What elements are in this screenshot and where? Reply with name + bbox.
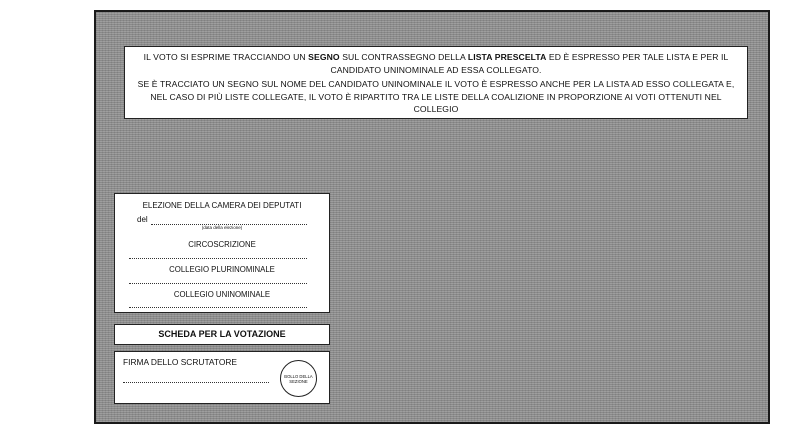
signature-field[interactable] [123, 382, 269, 383]
instructions-line-1 [133, 51, 739, 76]
instructions-bold-segno: SEGNO [308, 52, 340, 62]
instructions-text: IL VOTO SI ESPRIME TRACCIANDO UN [143, 52, 309, 62]
collegio-plurinominale-field[interactable] [129, 283, 307, 284]
circoscrizione-label: CIRCOSCRIZIONE [188, 240, 256, 249]
signature-label: FIRMA DELLO SCRUTATORE [123, 357, 238, 367]
election-title: ELEZIONE DELLA CAMERA DEI DEPUTATI [142, 201, 302, 210]
voting-instructions [124, 46, 748, 119]
collegio-uninominale-field[interactable] [129, 307, 307, 308]
election-date-hint: (data della elezione) [201, 225, 243, 230]
election-info-box [114, 193, 330, 313]
instructions-bold-lista: LISTA PRESCELTA [467, 52, 547, 62]
section-stamp [280, 360, 317, 397]
circoscrizione-field[interactable] [129, 258, 307, 259]
stamp-text: BOLLO DELLA SEZIONE [284, 373, 313, 384]
instructions-line-2: SE È TRACCIATO UN SEGNO SUL NOME DEL CANDIDATO UNINOMINALE IL VOTO È ESPRESSO ANCHE PER LA LISTA AD ESSO COLLEGATA E, NEL CASO DI PIÙ LISTE COLLEGATE, IL VOTO È RIPARTITO TRA LE LISTE DELLA COALIZIONE IN PROPORZIONE AI VOTI OTTENUTI NEL COLLEGIO [137, 79, 735, 114]
instructions-text: SUL CONTRASSEGNO DELLA [339, 52, 468, 62]
ballot-title: SCHEDA PER LA VOTAZIONE [114, 324, 330, 345]
collegio-uninominale-label: COLLEGIO UNINOMINALE [173, 290, 271, 299]
signature-box [114, 351, 330, 404]
election-date-label: del [137, 215, 148, 224]
collegio-plurinominale-label: COLLEGIO PLURINOMINALE [169, 265, 275, 274]
instructions-text: ED È ESPRESSO PER TALE LISTA E PER IL CANDIDATO UNINOMINALE AD ESSA COLLEGATO. [330, 52, 729, 75]
ballot-sheet [94, 10, 770, 424]
